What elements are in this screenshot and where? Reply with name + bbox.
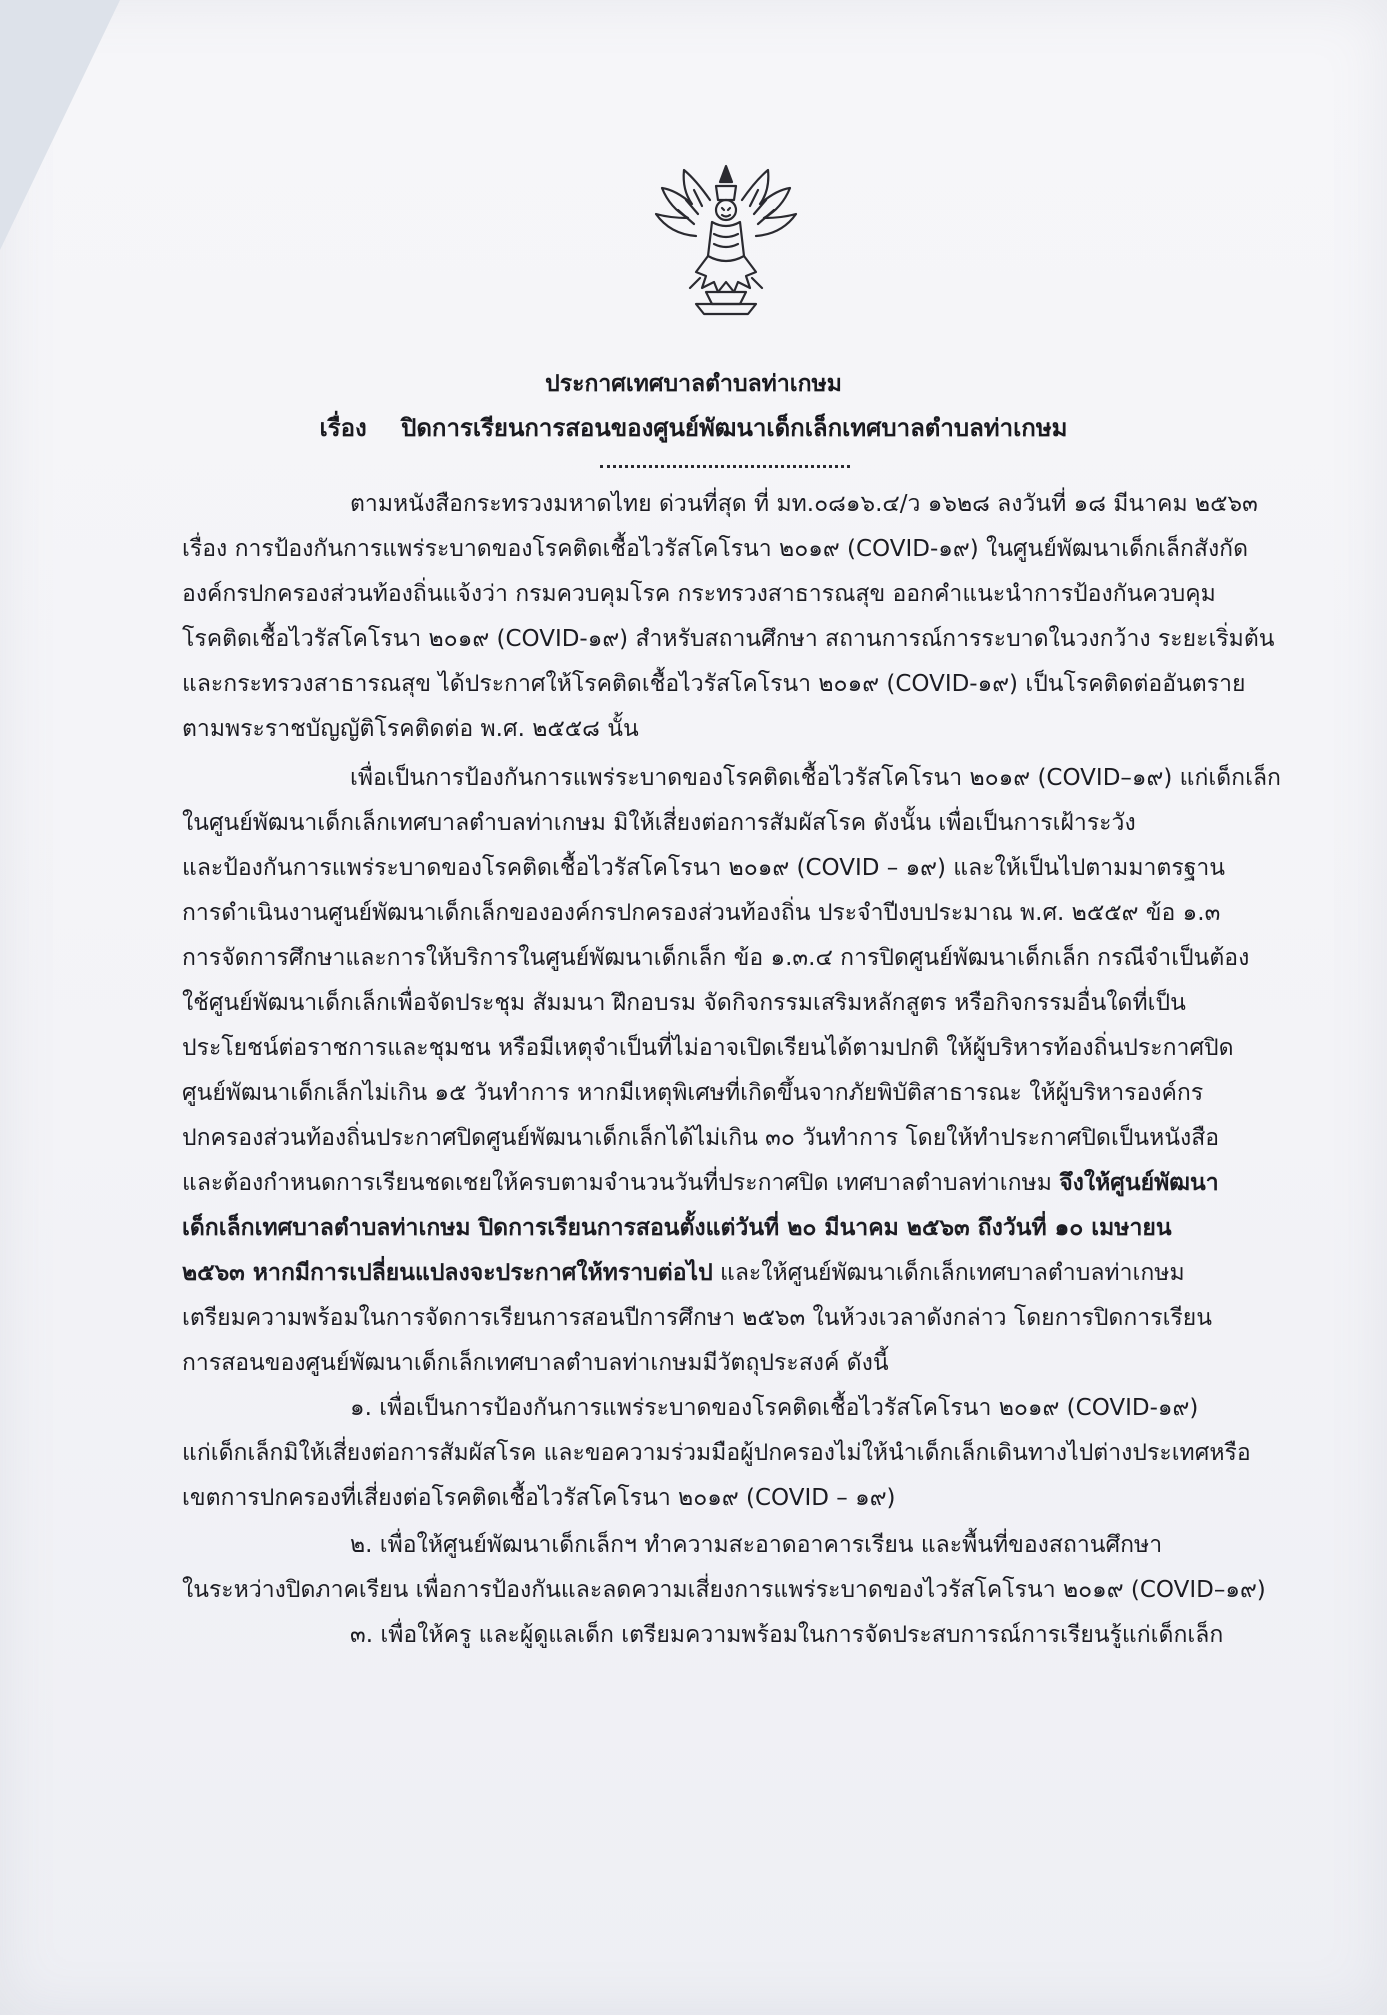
garuda-emblem-icon — [636, 160, 816, 320]
paragraph-2-bold-text: ๒๕๖๓ หากมีการเปลี่ยนแปลงจะประกาศให้ทราบต่อไป — [182, 1260, 713, 1286]
paragraph-1-line: โรคติดเชื้อไวรัสโคโรนา ๒๐๑๙ (COVID-๑๙) สำหรับสถานศึกษา สถานการณ์การระบาดในวงกว้าง ระยะเริ่มต้น — [182, 626, 1275, 652]
objective-1-line: แก่เด็กเล็กมิให้เสี่ยงต่อการสัมผัสโรค และขอความร่วมมือผู้ปกครองไม่ให้นำเด็กเล็กเดินทางไปต่างประเทศหรือ — [182, 1440, 1251, 1466]
paragraph-2-line: เตรียมความพร้อมในการจัดการเรียนการสอนปีการศึกษา ๒๕๖๓ ในห้วงเวลาดังกล่าว โดยการปิดการเรียน — [182, 1305, 1212, 1331]
objective-1-line: เขตการปกครองที่เสี่ยงต่อโรคติดเชื้อไวรัสโคโรนา ๒๐๑๙ (COVID – ๑๙) — [182, 1485, 896, 1511]
paragraph-2-plain-text: และให้ศูนย์พัฒนาเด็กเล็กเทศบาลตำบลท่าเกษม — [712, 1260, 1185, 1286]
objective-1-line: ๑. เพื่อเป็นการป้องกันการแพร่ระบาดของโรคติดเชื้อไวรัสโคโรนา ๒๐๑๙ (COVID-๑๙) — [350, 1395, 1199, 1421]
paragraph-2-line — [182, 1168, 1219, 1198]
paragraph-2-line: ใช้ศูนย์พัฒนาเด็กเล็กเพื่อจัดประชุม สัมมนา ฝึกอบรม จัดกิจกรรมเสริมหลักสูตร หรือกิจกรรมอื่นใดที่เป็น — [182, 990, 1186, 1016]
paragraph-2-line: เพื่อเป็นการป้องกันการแพร่ระบาดของโรคติดเชื้อไวรัสโคโรนา ๒๐๑๙ (COVID–๑๙) แก่เด็กเล็ก — [350, 765, 1281, 791]
subject-text: ปิดการเรียนการสอนของศูนย์พัฒนาเด็กเล็กเทศบาลตำบลท่าเกษม — [401, 414, 1068, 442]
paragraph-2-line: ประโยชน์ต่อราชการและชุมชน หรือมีเหตุจำเป็นที่ไม่อาจเปิดเรียนได้ตามปกติ ให้ผู้บริหารท้องถิ่นประกาศปิด — [182, 1035, 1234, 1061]
paragraph-2-line: การดำเนินงานศูนย์พัฒนาเด็กเล็กขององค์กรปกครองส่วนท้องถิ่น ประจำปีงบประมาณ พ.ศ. ๒๕๕๙ ข้อ ๑.๓ — [182, 900, 1221, 926]
document-subject — [0, 408, 1387, 447]
paragraph-2-line: ปกครองส่วนท้องถิ่นประกาศปิดศูนย์พัฒนาเด็กเล็กได้ไม่เกิน ๓๐ วันทำการ โดยให้ทำประกาศปิดเป็นหนังสือ — [182, 1125, 1220, 1151]
paragraph-1-line: ตามหนังสือกระทรวงมหาดไทย ด่วนที่สุด ที่ มท.๐๘๑๖.๔/ว ๑๖๒๘ ลงวันที่ ๑๘ มีนาคม ๒๕๖๓ — [350, 491, 1258, 517]
paragraph-2-line: และป้องกันการแพร่ระบาดของโรคติดเชื้อไวรัสโคโรนา ๒๐๑๙ (COVID – ๑๙) และให้เป็นไปตามมาตรฐาน — [182, 855, 1226, 881]
objective-3-line: ๓. เพื่อให้ครู และผู้ดูแลเด็ก เตรียมความพร้อมในการจัดประสบการณ์การเรียนรู้แก่เด็กเล็ก — [350, 1622, 1224, 1648]
subject-label: เรื่อง — [319, 414, 367, 442]
paragraph-1-line: และกระทรวงสาธารณสุข ได้ประกาศให้โรคติดเชื้อไวรัสโคโรนา ๒๐๑๙ (COVID-๑๙) เป็นโรคติดต่ออันตราย — [182, 671, 1246, 697]
paragraph-2-plain-text: และต้องกำหนดการเรียนชดเชยให้ครบตามจำนวนวันที่ประกาศปิด เทศบาลตำบลท่าเกษม — [182, 1170, 1060, 1196]
paragraph-2-bold-text: จึงให้ศูนย์พัฒนา — [1059, 1170, 1219, 1196]
paragraph-2-bold-line: เด็กเล็กเทศบาลตำบลท่าเกษม ปิดการเรียนการสอนตั้งแต่วันที่ ๒๐ มีนาคม ๒๕๖๓ ถึงวันที่ ๑๐ เมษายน — [182, 1215, 1172, 1241]
paragraph-2-line: การจัดการศึกษาและการให้บริการในศูนย์พัฒนาเด็กเล็ก ข้อ ๑.๓.๔ การปิดศูนย์พัฒนาเด็กเล็ก กรณีจำเป็นต้อง — [182, 945, 1250, 971]
paragraph-1-line: เรื่อง การป้องกันการแพร่ระบาดของโรคติดเชื้อไวรัสโคโรนา ๒๐๑๙ (COVID-๑๙) ในศูนย์พัฒนาเด็กเล็กสังกัด — [182, 536, 1249, 562]
paragraph-2-line: การสอนของศูนย์พัฒนาเด็กเล็กเทศบาลตำบลท่าเกษมมีวัตถุประสงค์ ดังนี้ — [182, 1350, 889, 1376]
paragraph-1-line: องค์กรปกครองส่วนท้องถิ่นแจ้งว่า กรมควบคุมโรค กระทรวงสาธารณสุข ออกคำแนะนำการป้องกันควบคุม — [182, 581, 1216, 607]
objective-2-line: ในระหว่างปิดภาคเรียน เพื่อการป้องกันและลดความเสี่ยงการแพร่ระบาดของไวรัสโคโรนา ๒๐๑๙ (COVID–๑๙) — [182, 1577, 1266, 1603]
page-corner-shadow — [0, 0, 120, 250]
document-issuer-title: ประกาศเทศบาลตำบลท่าเกษม — [545, 371, 842, 397]
paragraph-2-line: ศูนย์พัฒนาเด็กเล็กไม่เกิน ๑๕ วันทำการ หากมีเหตุพิเศษที่เกิดขึ้นจากภัยพิบัติสาธารณะ ให้ผู้บริหารองค์กร — [182, 1080, 1204, 1106]
paragraph-2-line: ในศูนย์พัฒนาเด็กเล็กเทศบาลตำบลท่าเกษม มิให้เสี่ยงต่อการสัมผัสโรค ดังนั้น เพื่อเป็นการเฝ้าระวัง — [182, 810, 1136, 836]
objective-2-line: ๒. เพื่อให้ศูนย์พัฒนาเด็กเล็กฯ ทำความสะอาดอาคารเรียน และพื้นที่ของสถานศึกษา — [350, 1532, 1163, 1558]
paragraph-2-line — [182, 1258, 1185, 1288]
paragraph-1-line: ตามพระราชบัญญัติโรคติดต่อ พ.ศ. ๒๕๕๘ นั้น — [182, 716, 639, 742]
title-divider — [600, 465, 850, 468]
